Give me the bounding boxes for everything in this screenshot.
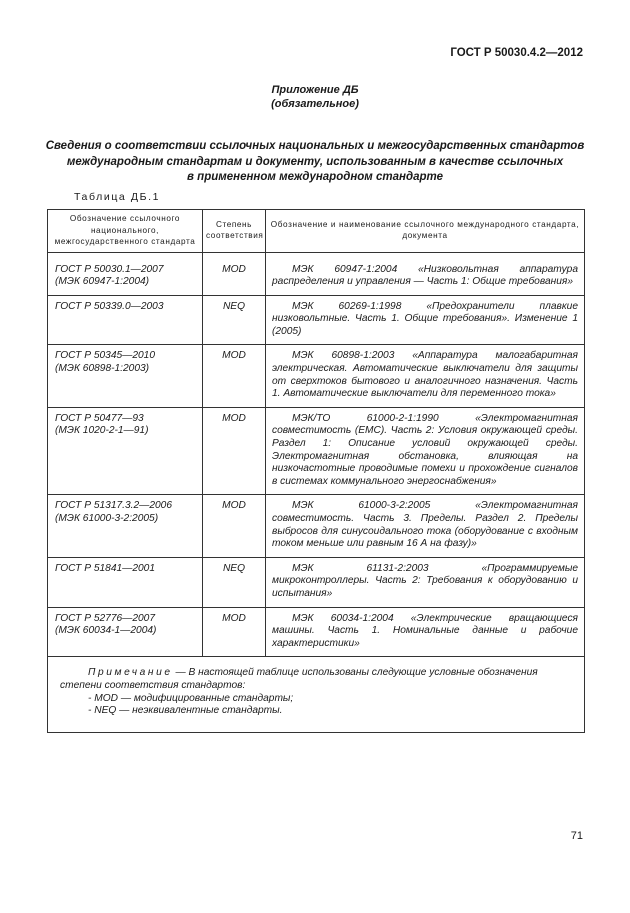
national-standard-cell (48, 252, 203, 295)
table-row (48, 295, 585, 345)
header-degree: Степень соответствия (203, 210, 266, 253)
national-standard-ref: (МЭК 60034-1—2004) (55, 625, 157, 637)
national-standard: ГОСТ Р 50477—93 (55, 412, 144, 424)
page-number: 71 (570, 830, 583, 842)
note-item-mod: - MOD — модифицированные стандарты; (88, 692, 294, 704)
national-standard: ГОСТ Р 52776—2007 (55, 612, 156, 624)
national-standard-cell (48, 345, 203, 407)
national-standard-cell (48, 495, 203, 557)
table-row (48, 495, 585, 557)
degree-cell: MOD (203, 407, 266, 495)
international-standard-cell: МЭК 60898-1:2003 «Аппаратура малогабаритная электрическая. Автоматические выключатели для защиты от сверхтоков бытового и аналогичного назначения. Часть 1. Автоматические выключатели для переменного тока» (266, 345, 585, 407)
national-standard: ГОСТ Р 51317.3.2—2006 (55, 500, 172, 512)
document-code: ГОСТ Р 50030.4.2—2012 (450, 47, 583, 59)
national-standard-ref: (МЭК 60898-1:2003) (55, 363, 150, 375)
table-row (48, 407, 585, 495)
national-standard: ГОСТ Р 50339.0—2003 (55, 300, 164, 312)
national-standard: ГОСТ Р 50345—2010 (55, 350, 156, 362)
international-standard-cell: МЭК 61131-2:2003 «Программируемые микроконтроллеры. Часть 2: Требования к оборудованию и испытания» (266, 557, 585, 607)
national-standard: ГОСТ Р 50030.1—2007 (55, 263, 164, 275)
header-national-standard: Обозначение ссылочного национального, межгосударственного стандарта (48, 210, 203, 253)
degree-cell: NEQ (203, 557, 266, 607)
annex-title: Приложение ДБ (271, 84, 359, 96)
degree-cell: MOD (203, 607, 266, 657)
table-header-row (48, 210, 585, 253)
standards-table (47, 209, 585, 733)
table-note (48, 657, 585, 732)
international-standard-cell: МЭК 61000-3-2:2005 «Электромагнитная совместимость. Часть 3. Пределы. Раздел 2. Пределы выбросов для синусоидального тока (оборудование с входным током меньше или равным 16 А на фазу)» (266, 495, 585, 557)
annex-status: (обязательное) (271, 98, 359, 110)
international-standard-cell: МЭК 60034-1:2004 «Электрические вращающиеся машины. Часть 1. Номинальные данные и рабочие характеристики» (266, 607, 585, 657)
degree-cell: MOD (203, 345, 266, 407)
national-standard-cell (48, 557, 203, 607)
table-row (48, 557, 585, 607)
international-standard-cell: МЭК 60947-1:2004 «Низковольтная аппаратура распределения и управления — Часть 1: Общие требования» (266, 252, 585, 295)
title-line-3: в примененном международном стандарте (187, 171, 443, 183)
national-standard-cell (48, 607, 203, 657)
table-row (48, 252, 585, 295)
section-title (45, 139, 585, 186)
table-row (48, 345, 585, 407)
national-standard-cell (48, 295, 203, 345)
annex-heading (0, 83, 630, 111)
national-standard-ref: (МЭК 61000-3-2:2005) (55, 513, 159, 524)
national-standard-ref: (МЭК 1020-2-1—91) (55, 425, 149, 437)
table-note-row (48, 657, 585, 732)
international-standard-cell: МЭК 60269-1:1998 «Предохранители плавкие низковольтные. Часть 1. Общие требования». Изменение 1 (2005) (266, 295, 585, 345)
international-standard-cell: МЭК/ТО 61000-2-1:1990 «Электромагнитная совместимость (ЕМС). Часть 2: Условия окружающей среды. Раздел 1: Описание условий окружающей среды. Электромагнитная обстановка, влияющая на низкочастотные проводимые помехи и прохождение сигналов в системах коммунального энергоснабжения» (266, 407, 585, 495)
degree-cell: NEQ (203, 295, 266, 345)
note-text (60, 667, 575, 692)
table-row (48, 607, 585, 657)
national-standard-ref: (МЭК 60947-1:2004) (55, 276, 150, 288)
national-standard: ГОСТ Р 51841—2001 (55, 562, 156, 574)
note-intro: — В настоящей таблице использованы следующие условные обозначения степени соответствия стандартов: (60, 667, 538, 691)
table-label: Таблица ДБ.1 (74, 191, 161, 203)
note-item-neq: - NEQ — неэквивалентные стандарты. (88, 705, 283, 717)
note-label: Примечание (88, 667, 173, 679)
national-standard-cell (48, 407, 203, 495)
title-line-1: Сведения о соответствии ссылочных национальных и межгосударственных стандартов (45, 140, 585, 152)
degree-cell: MOD (203, 252, 266, 295)
header-international-standard: Обозначение и наименование ссылочного международного стандарта, документа (266, 210, 585, 253)
degree-cell: MOD (203, 495, 266, 557)
title-line-2: международным стандартам и документу, использованным в качестве ссылочных (66, 155, 564, 168)
